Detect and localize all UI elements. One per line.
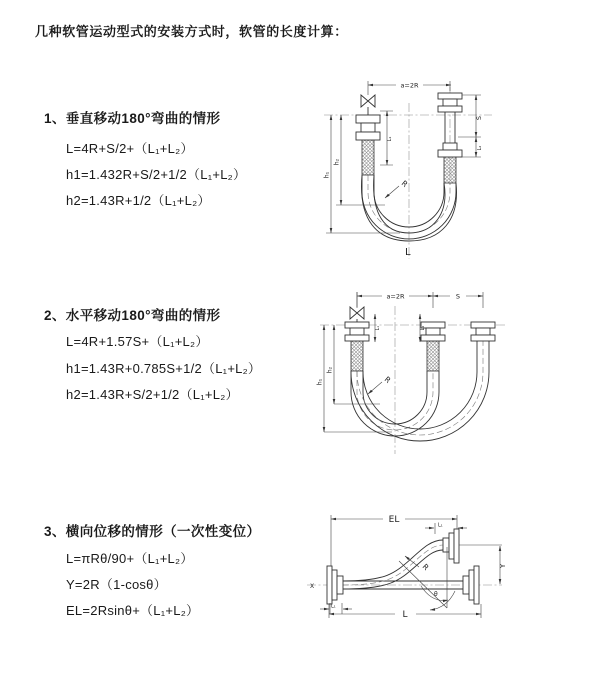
flange-neck [426, 328, 440, 335]
hose-outline [343, 550, 443, 589]
flange [438, 93, 462, 99]
flange-neck [443, 538, 449, 552]
dimension-label: Y [499, 563, 507, 569]
flange [356, 115, 380, 123]
formula-line: h1=1.432R+S/2+1/2（L₁+L₂） [66, 167, 247, 182]
formula-line: L=4R+S/2+（L₁+L₂） [66, 141, 194, 156]
hose-outline-moved [363, 341, 477, 429]
formula-line: EL=2Rsinθ+（L₁+L₂） [66, 603, 200, 618]
flange-neck [476, 328, 490, 335]
flange [449, 533, 454, 559]
flange [332, 570, 337, 600]
dimension-label: S [475, 115, 483, 121]
formula-line: h2=1.43R+S/2+1/2（L₁+L₂） [66, 387, 239, 402]
hose-centerline-moved [357, 341, 483, 435]
braided-hose-section [351, 341, 363, 371]
valve-icon [361, 95, 375, 107]
flange [438, 106, 462, 112]
flange [345, 335, 369, 341]
flange-neck [443, 99, 457, 106]
radius-label: R [399, 178, 410, 189]
flange-neck [337, 576, 343, 594]
dimension-label: a=2R [386, 292, 405, 301]
dimension-label: L₂ [477, 145, 483, 151]
dimension-label: L₂ [421, 325, 426, 331]
flange [327, 566, 332, 604]
length-label: L [402, 610, 408, 620]
fixed-end-mark: X [310, 583, 315, 590]
dimension-label: h₂ [326, 366, 334, 374]
dimension-label: h₁ [316, 378, 324, 386]
radius-label: R [382, 374, 393, 385]
section-1-heading: 1、垂直移动180°弯曲的情形 [44, 111, 221, 126]
diagram-horizontal-180-bend [300, 282, 590, 472]
flange-neck [361, 123, 375, 132]
dimension-label: S [455, 292, 461, 301]
section-3-heading: 3、横向位移的情形（一次性变位） [44, 524, 261, 539]
formula-line: Y=2R（1-cosθ） [66, 577, 167, 592]
diagram-vertical-180-bend [300, 65, 590, 265]
flange [471, 322, 495, 328]
dimension-label: L₁ [387, 136, 393, 142]
leader-line [385, 186, 399, 198]
section-2-heading: 2、水平移动180°弯曲的情形 [44, 308, 221, 323]
flange [438, 150, 462, 157]
dimension-label: h₁ [323, 171, 331, 179]
flange [474, 566, 479, 604]
braided-hose-section [444, 157, 456, 183]
angle-label: θ [434, 591, 438, 598]
extension-line [357, 292, 483, 308]
page-title: 几种软管运动型式的安装方式时，软管的长度计算： [35, 24, 348, 39]
formula-line: L=πRθ/90+（L₁+L₂） [66, 551, 194, 566]
dimension-label: L₁ [331, 603, 336, 610]
braided-hose-section [362, 140, 374, 175]
flange-neck [443, 143, 457, 150]
formula-line: L=4R+1.57S+（L₁+L₂） [66, 334, 209, 349]
dimension-label: h₂ [333, 158, 341, 166]
flange [471, 335, 495, 341]
valve-icon [350, 307, 364, 319]
braided-hose-section [427, 341, 439, 371]
extension-line [326, 205, 400, 233]
diagram-lateral-displacement [295, 497, 595, 647]
dimension-label: L₁ [438, 522, 443, 529]
formula-line: h1=1.43R+0.785S+1/2（L₁+L₂） [66, 361, 262, 376]
dimension-label: EL [388, 515, 400, 525]
flange-neck [463, 576, 469, 594]
flange-neck [350, 328, 364, 335]
flange [356, 132, 380, 140]
leader-line [368, 382, 382, 394]
flange [454, 529, 459, 563]
flange [421, 335, 445, 341]
formula-line: h2=1.43R+1/2（L₁+L₂） [66, 193, 211, 208]
length-label: L [405, 247, 411, 258]
flange [345, 322, 369, 328]
hose-outline [343, 540, 443, 581]
dimension-label: a=2R [400, 81, 419, 90]
flange [469, 570, 474, 600]
radius-label: R [420, 562, 431, 573]
dimension-label: L₁ [376, 325, 381, 331]
